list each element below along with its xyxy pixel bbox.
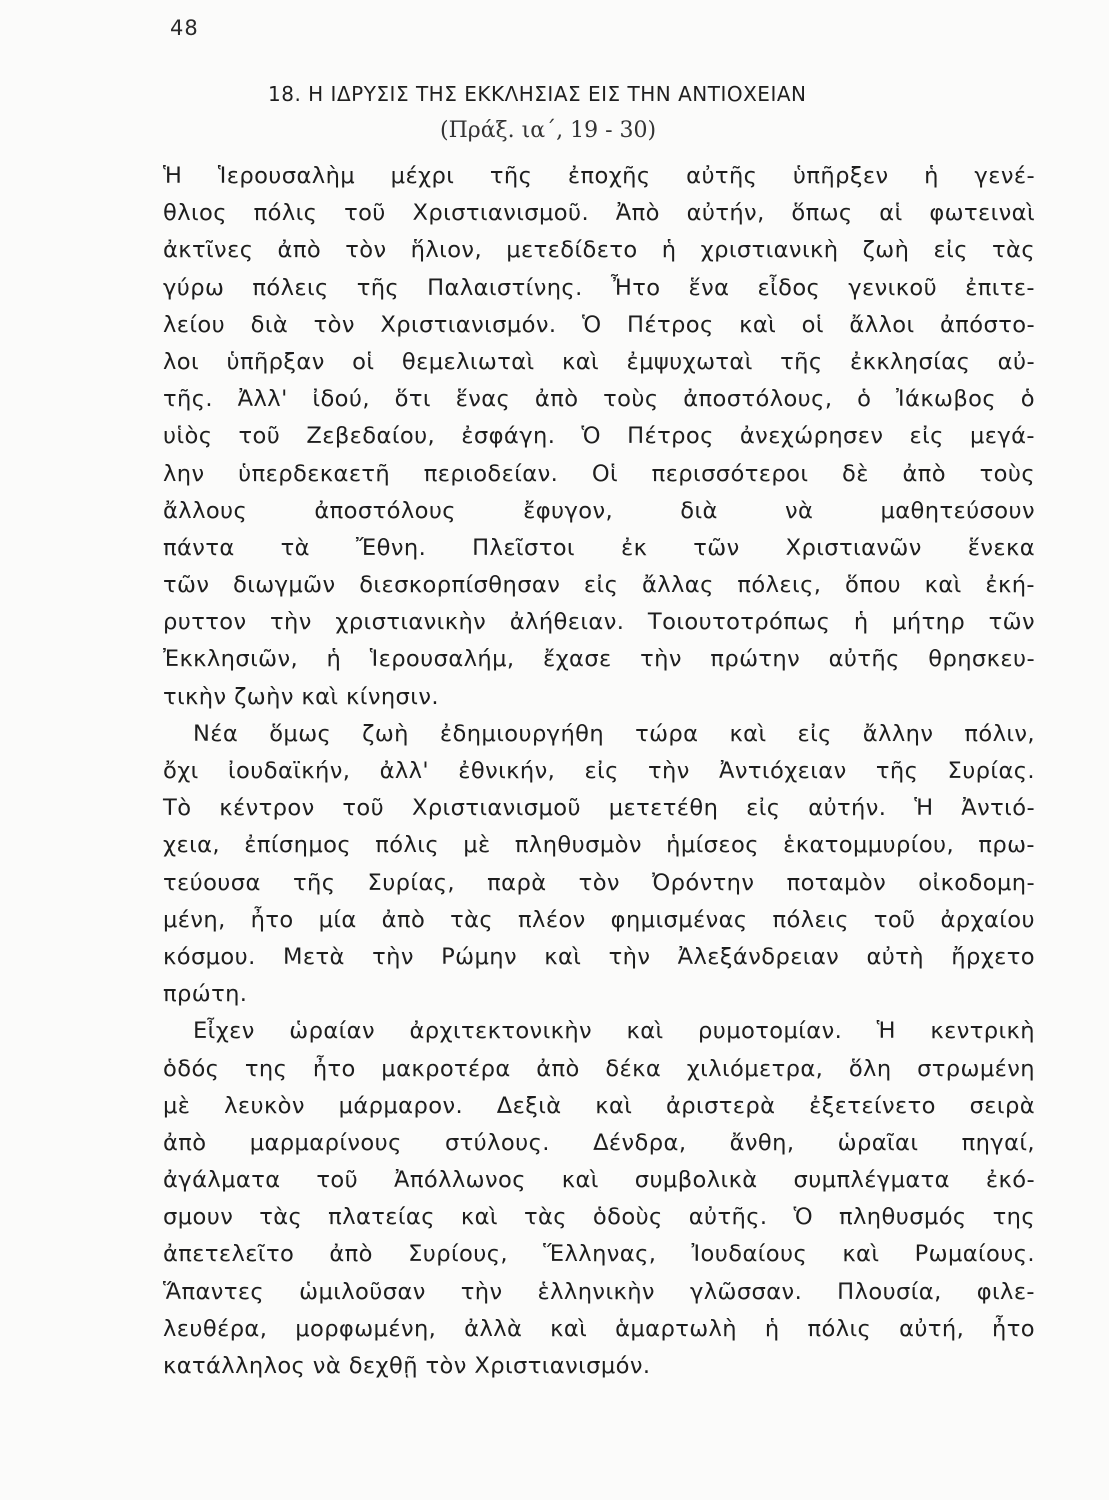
text-line: πάντα τὰ Ἔθνη. Πλεῖστοι ἐκ τῶν Χριστιανῶν ἕνεκα <box>163 534 1035 561</box>
text-line: τικὴν ζωὴν καὶ κίνησιν. <box>163 683 439 710</box>
text-line: Τὸ κέντρον τοῦ Χριστιανισμοῦ μετετέθη εἰς αὐτήν. Ἡ Ἀντιό- <box>163 795 1035 822</box>
text-line: Νέα ὅμως ζωὴ ἐδημιουργήθη τώρα καὶ εἰς ἄλλην πόλιν, <box>193 720 1035 747</box>
text-line: ἄλλους ἀποστόλους ἔφυγον, διὰ νὰ μαθητεύσουν <box>163 497 1035 524</box>
text-line: ὄχι ἰουδαϊκήν, ἀλλ' ἐθνικήν, εἰς τὴν Ἀντιόχειαν τῆς Συρίας. <box>163 758 1035 784</box>
text-line: λείου διὰ τὸν Χριστιανισμόν. Ὁ Πέτρος καὶ οἱ ἄλλοι ἀπόστο- <box>163 311 1035 338</box>
text-line: σμουν τὰς πλατείας καὶ τὰς ὁδοὺς αὐτῆς. Ὁ πληθυσμός της <box>163 1204 1035 1231</box>
text-line: ἀπετελεῖτο ἀπὸ Συρίους, Ἕλληνας, Ἰουδαίους καὶ Ρωμαίους. <box>163 1241 1035 1268</box>
text-line: Ἅπαντες ὡμιλοῦσαν τὴν ἑλληνικὴν γλῶσσαν. Πλουσία, φιλε- <box>163 1278 1035 1305</box>
text-line: κατάλληλος νὰ δεχθῇ τὸν Χριστιανισμόν. <box>163 1353 651 1379</box>
scripture-reference: (Πράξ. ια΄, 19 - 30) <box>440 118 657 143</box>
text-line: Ἐκκλησιῶν, ἡ Ἱερουσαλήμ, ἔχασε τὴν πρώτην αὐτῆς θρησκευ- <box>163 646 1035 673</box>
text-line: ἀγάλματα τοῦ Ἀπόλλωνος καὶ συμβολικὰ συμπλέγματα ἐκό- <box>163 1167 1035 1194</box>
text-line: υἱὸς τοῦ Ζεβεδαίου, ἐσφάγη. Ὁ Πέτρος ἀνεχώρησεν εἰς μεγά- <box>163 423 1035 450</box>
text-line: ρυττον τὴν χριστιανικὴν ἀλήθειαν. Τοιουτοτρόπως ἡ μήτηρ τῶν <box>163 609 1035 636</box>
text-line: λευθέρα, μορφωμένη, ἀλλὰ καὶ ἁμαρτωλὴ ἡ πόλις αὐτή, ἦτο <box>163 1315 1035 1342</box>
text-line: λοι ὑπῆρξαν οἱ θεμελιωταὶ καὶ ἐμψυχωταὶ τῆς ἐκκλησίας αὐ- <box>163 348 1035 375</box>
text-line: γύρω πόλεις τῆς Παλαιστίνης. Ἦτο ἕνα εἶδος γενικοῦ ἐπιτε- <box>163 274 1035 301</box>
text-line: θλιος πόλις τοῦ Χριστιανισμοῦ. Ἀπὸ αὐτήν, ὅπως αἱ φωτειναὶ <box>163 200 1035 227</box>
paragraph-1 <box>163 158 1035 716</box>
body-text <box>163 158 1035 1385</box>
page-number: 48 <box>170 16 199 40</box>
text-line: ὁδός της ἦτο μακροτέρα ἀπὸ δέκα χιλιόμετρα, ὅλη στρωμένη <box>163 1055 1035 1082</box>
text-line: ἀπὸ μαρμαρίνους στύλους. Δένδρα, ἄνθη, ὡραῖαι πηγαί, <box>163 1129 1035 1156</box>
text-line: χεια, ἐπίσημος πόλις μὲ πληθυσμὸν ἡμίσεος ἑκατομμυρίου, πρω- <box>163 832 1035 859</box>
text-line: ἀκτῖνες ἀπὸ τὸν ἥλιον, μετεδίδετο ἡ χριστιανικὴ ζωὴ εἰς τὰς <box>163 237 1035 264</box>
text-line: λην ὑπερδεκαετῆ περιοδείαν. Οἱ περισσότεροι δὲ ἀπὸ τοὺς <box>163 460 1035 487</box>
text-line: μένη, ἦτο μία ἀπὸ τὰς πλέον φημισμένας πόλεις τοῦ ἀρχαίου <box>163 906 1035 933</box>
text-line: τῆς. Ἀλλ' ἰδού, ὅτι ἕνας ἀπὸ τοὺς ἀποστόλους, ὁ Ἰάκωβος ὁ <box>163 386 1035 413</box>
chapter-title: 18. Η ΙΔΡΥΣΙΣ ΤΗΣ ΕΚΚΛΗΣΙΑΣ ΕΙΣ ΤΗΝ ΑΝΤΙΟΧΕΙΑΝ <box>268 82 807 106</box>
text-line: τεύουσα τῆς Συρίας, παρὰ τὸν Ὀρόντην ποταμὸν οἰκοδομη- <box>163 869 1035 896</box>
text-line: πρώτη. <box>163 981 248 1008</box>
text-line: μὲ λευκὸν μάρμαρον. Δεξιὰ καὶ ἀριστερὰ ἐξετείνετο σειρὰ <box>163 1092 1035 1119</box>
text-line: Ἡ Ἱερουσαλὴμ μέχρι τῆς ἐποχῆς αὐτῆς ὑπῆρξεν ἡ γενέ- <box>163 163 1035 189</box>
text-line: Εἶχεν ὡραίαν ἀρχιτεκτονικὴν καὶ ρυμοτομίαν. Ἡ κεντρικὴ <box>193 1018 1035 1045</box>
text-line: τῶν διωγμῶν διεσκορπίσθησαν εἰς ἄλλας πόλεις, ὅπου καὶ ἐκή- <box>163 572 1035 599</box>
text-line: κόσμου. Μετὰ τὴν Ρώμην καὶ τὴν Ἀλεξάνδρειαν αὐτὴ ἤρχετο <box>163 943 1035 970</box>
paragraph-3 <box>163 1013 1035 1385</box>
paragraph-2 <box>163 716 1035 1014</box>
